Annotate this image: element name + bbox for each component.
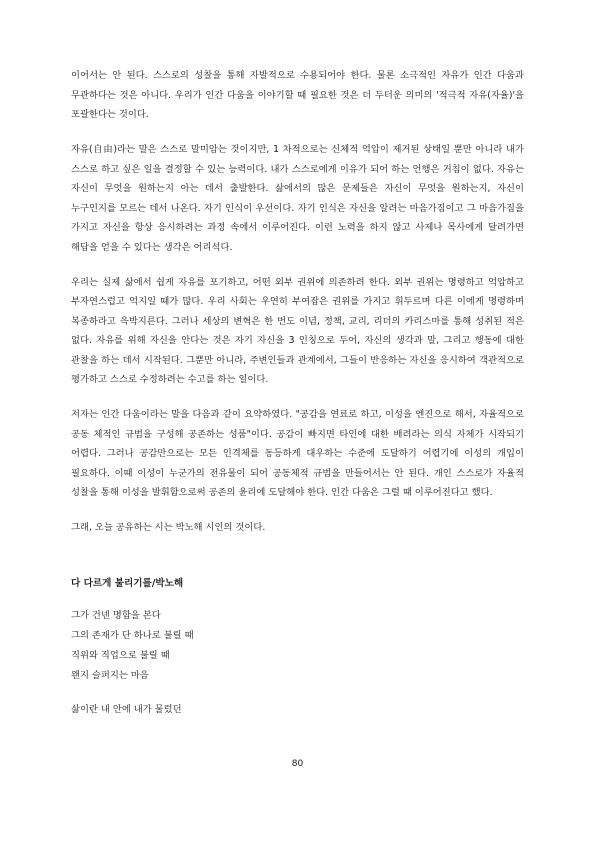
poem-stanza-1 xyxy=(71,606,524,686)
poem-stanza-2 xyxy=(71,700,524,720)
poem-line: 왠지 슬퍼지는 마음 xyxy=(71,670,149,682)
poem-line: 삶이란 내 안에 내가 물렀던 xyxy=(71,703,182,715)
paragraph-5: 그래, 오늘 공유하는 시는 박노해 시인의 것이다. xyxy=(71,522,266,534)
paragraph-1: 이어서는 안 된다. 스스로의 성찰을 통해 자발적으로 수용되어야 한다. 물론 소극적인 자유가 인간 다움과 무관하다는 것은 아니다. 우리가 인간 다움을 이야기할 때 필요한 것은 더 두터운 의미의 '적극적 자유(자율)'을 포괄한다는 것이다. xyxy=(71,70,524,120)
paragraph-4: 저자는 인간 다움이라는 말을 다음과 같이 요약하였다. "공감을 연료로 하고, 이성을 엔진으로 해서, 자율적으로 공동 체적인 규범을 구성해 공존하는 성품"이다. 공감이 빠지면 타인에 대한 배려라는 의식 자체가 시작되기 어렵다. 그러나 공감만으로는 모든 인격체를 동등하게 대우하는 수준에 도달하기 어렵기에 이성의 개입이 필요하다. 이때 이성이 누군가의 전유물이 되어 공동체적 규범을 만들어서는 안 된다. 개인 스스로가 자율적 성찰을 통해 이성을 발휘함으로써 공존의 윤리에 도달해야 한다. 인간 다움은 그럴 때 이루어진다고 했다. xyxy=(71,409,524,499)
poem-line: 그의 존재가 단 하나로 불릴 때 xyxy=(71,630,194,642)
page-number: 80 xyxy=(291,759,304,769)
paragraph-2: 자유(自由)라는 말은 스스로 말미암는 것이지만, 1 차적으로는 신체적 억압이 제거된 상태일 뿐만 아니라 내가 스스로 하고 싶은 일을 결정할 수 있는 능력이다. 내가 스스로에게 이유가 되어 하는 언행은 거침이 없다. 자유는 자신이 무엇을 원하는지 아는 데서 출발한다. 삶에서의 많은 문제들은 자신이 무엇을 원하는지, 자신이 누구인지를 모르는 데서 나온다. 자기 인식이 우선이다. 자기 인식은 자신을 알려는 마음가짐이고 그 마음가짐을 가지고 자신을 항상 응시하려는 과정 속에서 이루어진다. 이런 노력을 하지 않고 사제나 목사에게 달려가면 해답을 얻을 수 있다는 생각은 어리석다. xyxy=(71,144,524,253)
poem-line: 그가 건넨 명함을 본다 xyxy=(71,610,161,622)
paragraph-3: 우리는 실제 삶에서 쉽게 자유를 포기하고, 어떤 외부 권위에 의존하려 한다. 외부 권위는 명령하고 억압하고 부자연스럽고 억지일 때가 많다. 우리 사회는 우연히 부여잡은 권위를 가지고 휘두르며 다른 이에게 명령하며 복종하라고 윽박지른다. 그러나 세상의 변혁은 한 번도 이념, 정책, 교리, 리더의 카리스마를 통해 성취된 적은 없다. 자유를 위해 자신을 안다는 것은 자기 자신을 3 인칭으로 두어, 자신의 생각과 말, 그리고 행동에 대한 관찰을 하는 데서 시작된다. 그뿐만 아니라, 주변인들과 관계에서, 그들이 반응하는 자신을 응시하여 객관적으로 평가하고 스스로 수정하려는 수고를 하는 일이다. xyxy=(71,276,524,386)
poem-title: 다 다르게 불리기를/박노해 xyxy=(71,577,184,589)
poem-line: 직위와 직업으로 불릴 때 xyxy=(71,650,170,662)
